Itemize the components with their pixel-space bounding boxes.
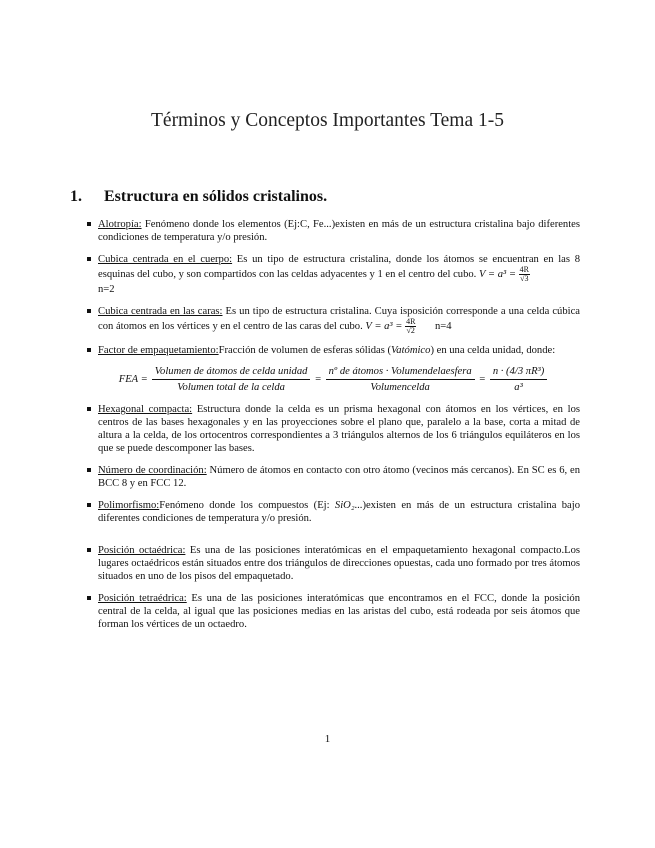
fraction xyxy=(490,365,547,394)
term-text: Es una de las posiciones interatómicas en el empaquetamiento hexagonal compacto.Los lugares octaédricos están situados entre dos triángulos de direcciones opuestas, cada uno formado por tres átomos situados en uno de los pisos del empaquetado. xyxy=(98,545,580,582)
term-label: Alotropía: xyxy=(98,219,142,230)
atom-count: n=2 xyxy=(98,284,115,295)
term-label: Hexagonal compacta: xyxy=(98,404,193,415)
list-item xyxy=(86,464,580,490)
fraction xyxy=(326,365,475,394)
term-text: Es un tipo de estructura cristalina. Cuya isposición corresponde a una celda cúbica con átomos en los vértices y en el centro de las caras del cubo. xyxy=(98,306,580,332)
list-item xyxy=(86,499,580,525)
fraction-numerator: 4R xyxy=(406,317,416,326)
fraction-denominator: a³ xyxy=(514,382,523,393)
list-item xyxy=(86,403,580,455)
equation-lhs: FEA = xyxy=(118,374,148,385)
term-label: Factor de empaquetamiento: xyxy=(98,345,219,356)
formula: V = a³ = xyxy=(478,268,516,280)
term-label: Cubica centrada en las caras: xyxy=(98,306,223,317)
term-text: Es un tipo de estructura cristalina, donde los átomos se encuentran en las 8 esquinas del cubo, y son compartidos con las celdas adyacentes y 1 en el centro del cubo. xyxy=(98,254,580,280)
fraction-denominator: √3 xyxy=(520,274,529,283)
terms-list xyxy=(86,218,580,640)
fraction-numerator: 4R xyxy=(519,265,529,274)
variable: Vatómico xyxy=(391,345,431,356)
term-label: Número de coordinación: xyxy=(98,465,207,476)
term-label: Polimorfismo: xyxy=(98,500,160,511)
list-item xyxy=(86,305,580,335)
formula: V = a³ = xyxy=(365,320,403,332)
list-item xyxy=(86,253,580,296)
term-text: Es una de las posiciones interatómicas que encontramos en el FCC, donde la posición central de la celda, al igual que las posiciones medias en las aristas del cubo, está rodeada por seis átomos que forman los vértices de un octaedro. xyxy=(98,593,580,630)
term-label: Posición octaédrica: xyxy=(98,545,186,556)
term-text: Fenómeno donde los compuestos (Ej: xyxy=(159,500,335,511)
equals-sign: = xyxy=(478,374,486,385)
page-number: 1 xyxy=(324,733,331,745)
section-title: Estructura en sólidos cristalinos. xyxy=(104,188,328,205)
document-title: Términos y Conceptos Importantes Tema 1-5 xyxy=(151,110,504,131)
section-heading xyxy=(70,188,327,206)
list-item xyxy=(86,218,580,244)
list-item xyxy=(86,344,580,394)
section-number: 1. xyxy=(70,188,82,205)
fraction xyxy=(405,318,416,335)
fraction xyxy=(519,266,530,283)
fraction xyxy=(152,365,311,394)
variable: SiO₂ xyxy=(334,500,355,511)
fraction-denominator: Volumen total de la celda xyxy=(177,382,285,393)
term-text-continued: ) en una celda unidad, donde: xyxy=(430,345,556,356)
fraction-denominator: √2 xyxy=(406,326,415,335)
term-text: Fenómeno donde los elementos (Ej:C, Fe...)existen en más de un estructura cristalina bajo diferentes condiciones de temperatura y/o presión. xyxy=(98,219,580,243)
fraction-numerator: n · (4/3 πR³) xyxy=(490,365,547,380)
atom-count: n=4 xyxy=(434,320,452,332)
term-label: Posición tetraédrica: xyxy=(98,593,187,604)
list-item xyxy=(86,592,580,631)
equals-sign: = xyxy=(314,374,322,385)
term-text: Estructura donde la celda es un prisma hexagonal con átomos en los vértices, en los centros de las bases hexagonales y en las proyecciones sobre el plano que, paralelo a la base, corta a mitad de altura a la celda, de los ortocentros correspondientes a 3 triángulos alternos de los 6 triángulos equiláteros en los que se puede descomponer las bases. xyxy=(98,404,580,454)
term-text: Número de átomos en contacto con otro átomo (vecinos más cercanos). En SC es 6, en BCC 8 y en FCC 12. xyxy=(98,465,580,489)
packing-factor-equation xyxy=(86,365,580,394)
fraction-numerator: Volumen de átomos de celda unidad xyxy=(152,365,311,380)
list-item xyxy=(86,544,580,583)
term-text-continued: ...)existen en más de un estructura cristalina bajo diferentes condiciones de temperatura y/o presión. xyxy=(98,500,581,524)
fraction-denominator: Volumencelda xyxy=(370,382,430,393)
term-label: Cubica centrada en el cuerpo: xyxy=(98,254,233,265)
term-text: Fracción de volumen de esferas sólidas ( xyxy=(218,345,391,356)
fraction-numerator: nº de átomos · Volumendelaesfera xyxy=(326,365,475,380)
